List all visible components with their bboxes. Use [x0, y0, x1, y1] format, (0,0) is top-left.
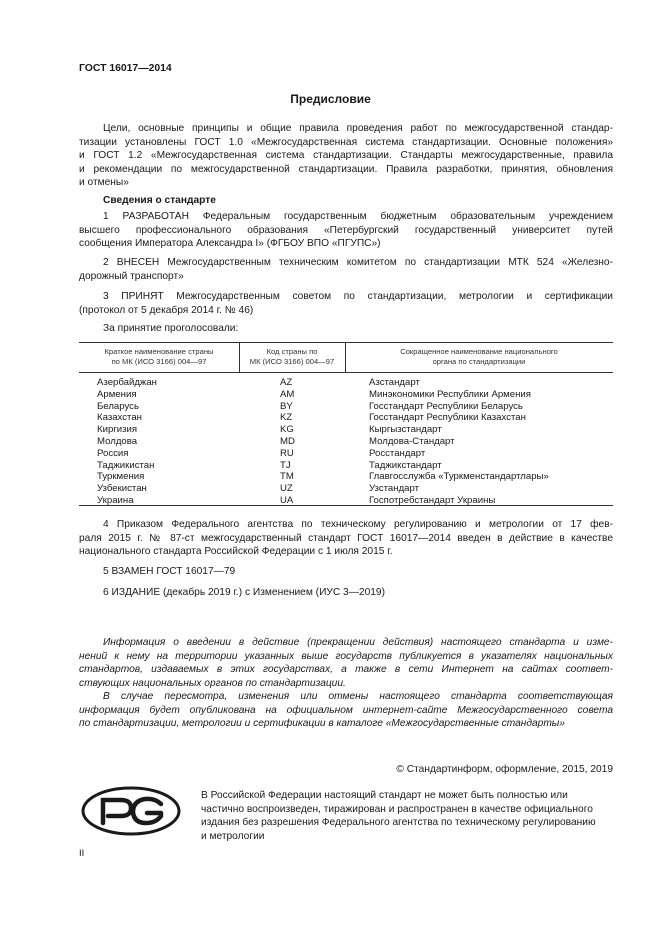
item-5-replaces: 5 ВЗАМЕН ГОСТ 16017—79: [103, 566, 236, 577]
table-row: [79, 412, 613, 424]
intro-paragraph: [79, 122, 613, 190]
copyright-line: © Стандартинформ, оформление, 2015, 2019: [396, 764, 613, 775]
intro-line: Цели, основные принципы и общие правила проведения работ по межгосударственной стандар-: [103, 123, 613, 134]
standards-body-cell: Таджикстандарт: [369, 459, 442, 471]
country-name-cell: Молдова: [97, 435, 138, 447]
item-1-line: высшего профессионального образования «Петербургский государственный университет путей: [79, 224, 613, 236]
info-paragraph-2-cont: [79, 704, 613, 731]
item-4-line: национального стандарта Российской Федерации с 1 июля 2015 г.: [79, 546, 393, 558]
info-2-line: информация будет опубликована на официальном интернет-сайте Межгосударственного совета: [79, 704, 613, 716]
info-1-line: стандартов, издаваемых в этих государствах, а также в сети Интернет на сайтах соответ-: [79, 664, 613, 676]
reproduction-rights-notice: [201, 789, 613, 843]
info-2-line: по стандартизации, метрологии и сертификации в каталоге «Межгосударственные стандарты»: [79, 718, 565, 730]
header-line: органа по стандартизации: [432, 357, 526, 366]
table-row: [79, 389, 613, 401]
page-number: II: [79, 848, 85, 859]
country-code-cell: MD: [280, 435, 295, 447]
country-code-cell: UA: [280, 494, 294, 506]
table-row: [79, 436, 613, 448]
country-code-cell: BY: [280, 400, 293, 412]
header-line: Код страны по: [266, 347, 318, 356]
country-name-cell: Армения: [97, 388, 137, 400]
info-1-line: ствующих национальных органов по стандартизации.: [79, 677, 346, 689]
rights-line: издания без разрешения Федерального агентства по техническому регулированию: [201, 817, 596, 829]
table-row: [79, 460, 613, 472]
country-code-cell: KG: [280, 424, 294, 436]
country-name-cell: Таджикистан: [97, 459, 155, 471]
item-3-adopted: [79, 290, 613, 317]
header-line: по МК (ИСО 3166) 004—97: [111, 357, 207, 366]
standards-body-cell: Кыргызстандарт: [369, 424, 442, 436]
country-name-cell: Украина: [97, 494, 134, 506]
country-name-cell: Казахстан: [97, 412, 142, 424]
header-line: Краткое наименование страны: [104, 347, 214, 356]
country-code-cell: UZ: [280, 483, 293, 495]
country-code-cell: AZ: [280, 377, 293, 388]
country-name-cell: Узбекистан: [97, 483, 147, 495]
table-bottom-rule: [79, 505, 613, 506]
voted-label: За принятие проголосовали:: [103, 323, 239, 334]
table-header-body: [345, 347, 613, 367]
standards-body-cell: Главгосслужба «Туркменстандартлары»: [369, 471, 549, 483]
intro-line: тизации установлены ГОСТ 1.0 «Межгосударственная система стандартизации. Основные положения»: [79, 136, 613, 148]
header-line: МК (ИСО 3166) 004—97: [249, 357, 335, 366]
standards-body-cell: Молдова-Стандарт: [369, 435, 455, 447]
country-code-cell: RU: [280, 447, 294, 459]
country-name-cell: Туркмения: [97, 471, 145, 483]
item-2-line: 2 ВНЕСЕН Межгосударственным техническим комитетом по стандартизации МТК 524 «Железно-: [103, 257, 613, 268]
standards-body-cell: Азстандарт: [369, 377, 420, 388]
table-row: [79, 401, 613, 413]
info-paragraph-2: [103, 690, 613, 704]
country-code-cell: TJ: [280, 459, 291, 471]
item-2-introduced: [79, 256, 613, 283]
page-title: Предисловие: [290, 92, 371, 106]
item-1-line: сообщения Императора Александра I» (ФГБОУ ВПО «ПГУПС»): [79, 238, 381, 250]
intro-line: и отмены»: [79, 177, 129, 189]
table-row: [79, 471, 613, 483]
country-code-cell: AM: [280, 388, 295, 400]
standards-body-cell: Минэкономики Республики Армения: [369, 388, 531, 400]
info-1-line: Информация о введении в действие (прекращении действия) настоящего стандарта и изме-: [103, 637, 613, 648]
item-1-developed: [79, 210, 613, 251]
item-6-edition: 6 ИЗДАНИЕ (декабрь 2019 г.) с Изменением (ИУС 3—2019): [103, 587, 385, 598]
info-paragraph-1-cont: [79, 650, 613, 691]
standard-info-heading: Сведения о стандарте: [103, 195, 216, 206]
document-code-header: ГОСТ 16017—2014: [79, 63, 172, 74]
item-4-order: [79, 518, 613, 559]
table-row: [79, 448, 613, 460]
country-code-cell: TM: [280, 471, 294, 483]
standards-body-cell: Росстандарт: [369, 447, 426, 459]
table-header-rule: [79, 372, 613, 373]
intro-line: и рекомендации по межгосударственной стандартизации. Правила разработки, принятия, обновления: [79, 163, 613, 175]
item-2-line: дорожный транспорт»: [79, 270, 184, 282]
table-row: [79, 377, 613, 389]
rights-line: В Российской Федерации настоящий стандарт не может быть полностью или: [201, 790, 568, 801]
rights-line: и метрологии: [201, 830, 265, 842]
country-name-cell: Беларусь: [97, 400, 139, 412]
table-body: [79, 377, 613, 507]
country-name-cell: Киргизия: [97, 424, 138, 436]
gost-r-logo-icon: [81, 786, 181, 836]
table-top-rule: [79, 342, 613, 343]
item-4-line: 4 Приказом Федерального агентства по техническому регулированию и метрологии от 17 фев-: [103, 519, 613, 530]
table-header-code: [239, 347, 345, 367]
standards-body-cell: Госпотребстандарт Украины: [369, 494, 496, 506]
intro-line: и ГОСТ 1.2 «Межгосударственная система стандартизации. Стандарты межгосударственные, правила: [79, 150, 613, 162]
table-row: [79, 424, 613, 436]
info-paragraph-1: [103, 636, 613, 650]
item-1-line: 1 РАЗРАБОТАН Федеральным государственным бюджетным образовательным учреждением: [103, 211, 613, 222]
rights-line: частично воспроизведен, тиражирован и распространен в качестве официального: [201, 803, 593, 815]
country-code-cell: KZ: [280, 412, 293, 424]
country-name-cell: Россия: [97, 447, 129, 459]
table-row: [79, 483, 613, 495]
country-name-cell: Азербайджан: [97, 377, 157, 388]
standards-body-cell: Узстандарт: [369, 483, 420, 495]
standards-body-cell: Госстандарт Республики Казахстан: [369, 412, 526, 424]
table-header-country: [79, 347, 239, 367]
item-3-line: 3 ПРИНЯТ Межгосударственным советом по стандартизации, метрологии и сертификации: [103, 291, 613, 302]
item-4-line: раля 2015 г. № 87-ст межгосударственный стандарт ГОСТ 16017—2014 введен в действие в качестве: [79, 532, 613, 544]
info-2-line: В случае пересмотра, изменения или отмены настоящего стандарта соответствующая: [103, 691, 613, 702]
item-3-line: (протокол от 5 декабря 2014 г. № 46): [79, 304, 254, 316]
info-1-line: нений к нему на территории указанных выше государств публикуется в указателях национальных: [79, 650, 613, 662]
standards-body-cell: Госстандарт Республики Беларусь: [369, 400, 523, 412]
header-line: Сокращенное наименование национального: [400, 347, 558, 356]
voting-countries-table: [79, 342, 613, 506]
